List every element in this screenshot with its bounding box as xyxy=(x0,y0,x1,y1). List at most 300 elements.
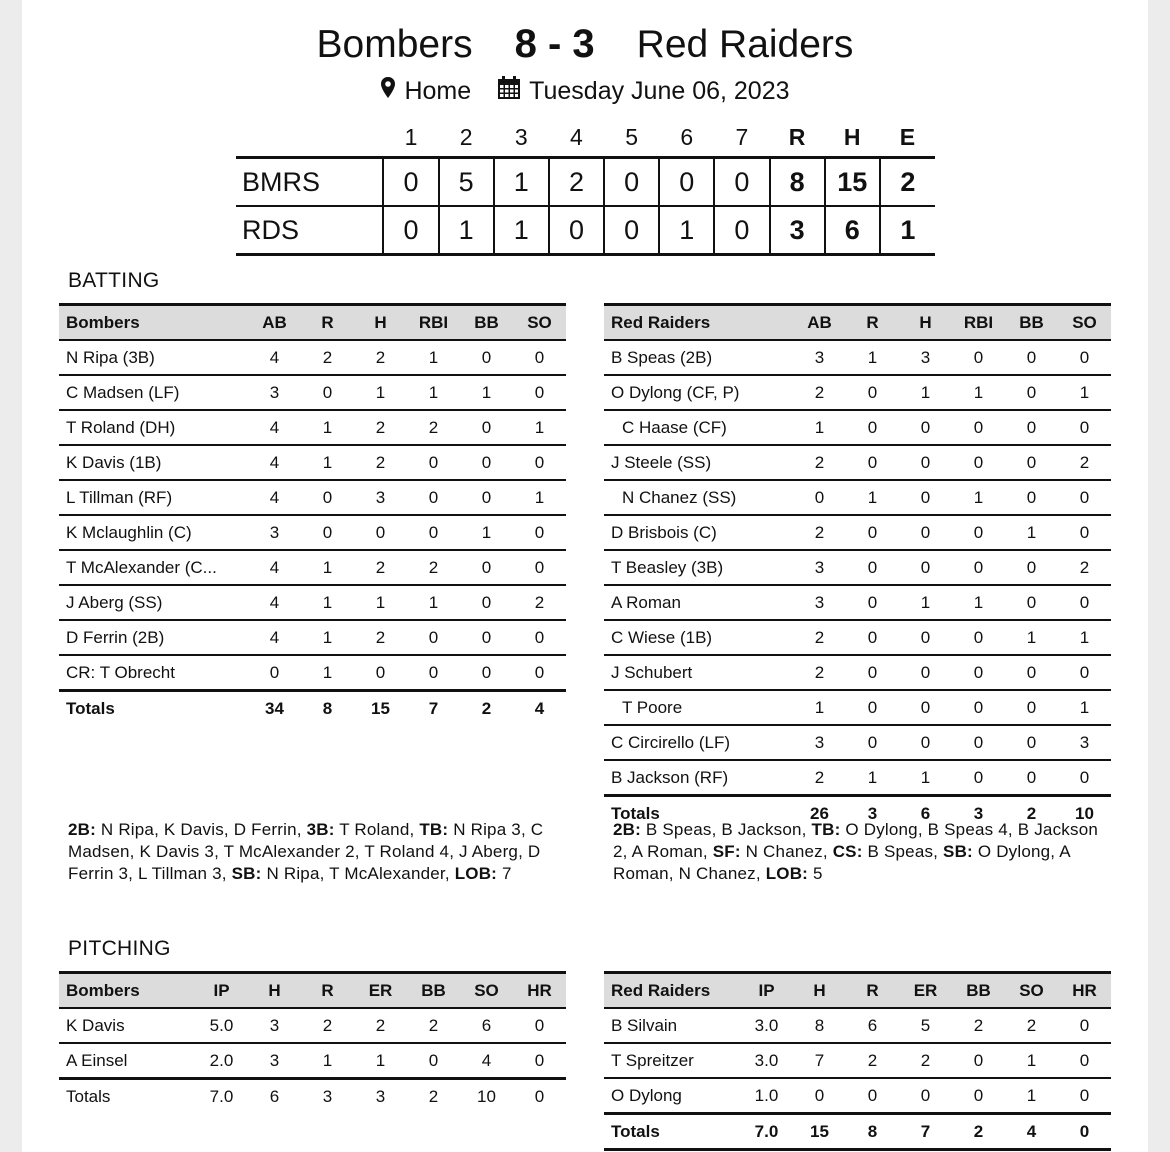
stat-cell: 0 xyxy=(846,445,899,480)
total-cell: 8 xyxy=(846,1114,899,1150)
column-header: SO xyxy=(1005,973,1058,1009)
inning-score: 1 xyxy=(494,158,549,207)
totals-row xyxy=(604,1114,1111,1150)
location-label: Home xyxy=(404,77,472,105)
stat-cell: 0 xyxy=(899,620,952,655)
stat-cell: 3 xyxy=(269,1050,280,1070)
stat-cell: 0 xyxy=(846,725,899,760)
stat-cell: 6 xyxy=(460,1008,513,1043)
stat-cell: 4 xyxy=(248,410,301,445)
stat-cell: 3.0 xyxy=(740,1043,793,1078)
stat-cell: 0 xyxy=(952,1043,1005,1078)
column-header: BB xyxy=(1005,305,1058,341)
total-cell: 3 xyxy=(354,1079,407,1114)
stat-cell: 1 xyxy=(460,375,513,410)
player-name: N Ripa (3B) xyxy=(59,340,248,375)
table-row xyxy=(604,1008,1111,1043)
box-score-sheet xyxy=(22,0,1148,1152)
team-header: Red Raiders xyxy=(604,305,793,341)
table-row xyxy=(59,1043,566,1079)
note-value: B Speas, xyxy=(862,842,944,861)
note-key: SB: xyxy=(231,864,262,883)
inning-score: 0 xyxy=(714,158,769,207)
note-key: CS: xyxy=(832,842,863,861)
stat-cell: 1 xyxy=(354,585,407,620)
total-cell: 6 xyxy=(899,796,952,831)
stat-cell: 1 xyxy=(952,480,1005,515)
column-header: H xyxy=(354,305,407,341)
team-abbr: BMRS xyxy=(236,158,383,207)
stat-cell: 2 xyxy=(793,445,846,480)
table-row xyxy=(604,1078,1111,1114)
totals-label: Totals xyxy=(604,796,793,831)
stat-cell: 5 xyxy=(899,1008,952,1043)
hits-total: 15 xyxy=(825,158,880,207)
table-header-row xyxy=(604,973,1111,1009)
stat-cell: 2 xyxy=(407,550,460,585)
note-key: 3B: xyxy=(306,820,335,839)
stat-cell: 0 xyxy=(1058,585,1111,620)
stat-cell: 0 xyxy=(952,620,1005,655)
total-cell: 0 xyxy=(1058,1114,1111,1150)
linescore-header xyxy=(236,118,935,158)
table-row xyxy=(59,655,566,691)
stat-cell: 0 xyxy=(899,690,952,725)
stat-cell: 3 xyxy=(248,1008,301,1043)
total-cell: 4 xyxy=(513,691,566,726)
note-value: N Ripa, K Davis, D Ferrin, xyxy=(96,820,307,839)
player-name: L Tillman (RF) xyxy=(59,480,248,515)
total-cell: 7 xyxy=(407,691,460,726)
stat-cell: 0 xyxy=(867,1085,878,1105)
stat-cell: 0 xyxy=(1005,585,1058,620)
stat-cell: 1 xyxy=(1058,690,1111,725)
batting-table-away xyxy=(604,303,1111,830)
total-cell: 2 xyxy=(1005,796,1058,831)
table-row xyxy=(604,515,1111,550)
inning-header: 7 xyxy=(735,123,749,150)
stat-cell: 0 xyxy=(1058,655,1111,690)
stat-cell: 0 xyxy=(1058,410,1111,445)
stat-cell: 0 xyxy=(269,662,280,682)
stat-cell: 3 xyxy=(354,480,407,515)
stat-cell: 2 xyxy=(1058,445,1111,480)
player-name: B Silvain xyxy=(604,1008,740,1043)
table-row xyxy=(59,340,566,375)
stat-cell: 5.0 xyxy=(195,1008,248,1043)
stat-cell: 0 xyxy=(513,340,566,375)
table-row xyxy=(604,655,1111,690)
column-header: SO xyxy=(1058,305,1111,341)
table-row xyxy=(59,620,566,655)
stat-cell: 0 xyxy=(899,655,952,690)
stat-cell: 0 xyxy=(846,620,899,655)
linescore-table xyxy=(236,118,935,256)
stat-cell: 3 xyxy=(1058,725,1111,760)
column-header: H xyxy=(899,305,952,341)
stat-cell: 0 xyxy=(301,480,354,515)
stat-cell: 2 xyxy=(1058,550,1111,585)
player-name: T Roland (DH) xyxy=(59,410,248,445)
stat-cell: 0 xyxy=(1005,690,1058,725)
stat-cell: 0 xyxy=(1026,767,1037,787)
team-header: Bombers xyxy=(59,305,248,341)
away-team-name: Red Raiders xyxy=(636,23,854,66)
hits-total: 6 xyxy=(825,206,880,255)
player-name: C Circirello (LF) xyxy=(604,725,793,760)
inning-score: 0 xyxy=(659,158,714,207)
stat-cell: 0 xyxy=(301,515,354,550)
stat-cell: 0 xyxy=(460,480,513,515)
stat-cell: 0 xyxy=(513,550,566,585)
column-header: R xyxy=(846,305,899,341)
note-value: N Ripa, T McAlexander, xyxy=(261,864,455,883)
total-cell: 7 xyxy=(899,1114,952,1150)
table-row xyxy=(604,585,1111,620)
total-cell: 7.0 xyxy=(740,1114,793,1150)
inning-score: 5 xyxy=(439,158,494,207)
note-value: T Roland, xyxy=(334,820,420,839)
stat-cell: 1 xyxy=(1005,1043,1058,1078)
stat-cell: 1 xyxy=(1058,375,1111,410)
stat-cell: 3 xyxy=(248,375,301,410)
column-header: R xyxy=(301,973,354,1009)
stat-cell: 0 xyxy=(301,375,354,410)
stat-cell: 0 xyxy=(407,445,460,480)
pitching-table-home xyxy=(59,971,566,1113)
stat-cell: 0 xyxy=(952,690,1005,725)
stat-cell: 1 xyxy=(952,585,1005,620)
pitching-heading: PITCHING xyxy=(68,937,171,960)
stat-cell: 3 xyxy=(793,585,846,620)
note-key: 2B: xyxy=(68,820,96,839)
stat-cell: 0 xyxy=(481,662,492,682)
stat-cell: 0 xyxy=(1058,515,1111,550)
inning-score: 0 xyxy=(604,158,659,207)
total-cell: 3 xyxy=(952,796,1005,831)
stat-cell: 1 xyxy=(460,515,513,550)
note-key: LOB: xyxy=(765,864,809,883)
stat-cell: 1 xyxy=(301,445,354,480)
stat-cell: 0 xyxy=(1005,375,1058,410)
batting-notes-home xyxy=(68,819,566,885)
stat-cell: 1 xyxy=(1058,620,1111,655)
errors-total: 2 xyxy=(880,158,935,207)
stat-cell: 0 xyxy=(952,340,1005,375)
stat-cell: 1 xyxy=(301,410,354,445)
note-value: O Dylong, B Speas 4, B Jackson 2, A Roman, xyxy=(613,820,1099,861)
table-row xyxy=(59,480,566,515)
player-name: T McAlexander (C... xyxy=(59,550,248,585)
stat-cell: 2 xyxy=(354,445,407,480)
linescore-row-away xyxy=(236,206,935,255)
stat-cell: 1 xyxy=(846,340,899,375)
player-name: K Mclaughlin (C) xyxy=(59,515,248,550)
column-header: ER xyxy=(899,973,952,1009)
note-value: O Dylong, A Roman, N Chanez, xyxy=(613,842,1070,883)
hits-header: H xyxy=(843,123,861,150)
stat-cell: 1 xyxy=(375,1050,386,1070)
stat-cell: 1 xyxy=(513,480,566,515)
stat-cell: 0 xyxy=(1058,480,1111,515)
stat-cell: 1 xyxy=(513,410,566,445)
player-name: O Dylong xyxy=(611,1085,682,1105)
stat-cell: 0 xyxy=(1058,1008,1111,1043)
note-value: N Chanez, xyxy=(740,842,833,861)
inning-header: 6 xyxy=(680,123,694,150)
column-header: R xyxy=(301,305,354,341)
inning-score: 0 xyxy=(383,206,438,255)
player-name: K Davis xyxy=(59,1008,195,1043)
team-abbr: RDS xyxy=(236,206,383,255)
stat-cell: 1 xyxy=(952,375,1005,410)
stat-cell: 1 xyxy=(793,410,846,445)
column-header: BB xyxy=(460,305,513,341)
column-header: BB xyxy=(952,973,1005,1009)
date-label: Tuesday June 06, 2023 xyxy=(529,77,790,105)
stat-cell: 0 xyxy=(407,620,460,655)
player-name: C Madsen (LF) xyxy=(59,375,248,410)
stat-cell: 0 xyxy=(513,1008,566,1043)
stat-cell: 0 xyxy=(1005,340,1058,375)
stat-cell: 4 xyxy=(248,445,301,480)
team-header: Bombers xyxy=(59,973,195,1009)
inning-header: 1 xyxy=(404,123,418,150)
column-header: IP xyxy=(195,973,248,1009)
total-cell: 2 xyxy=(460,691,513,726)
table-row xyxy=(604,480,1111,515)
table-row xyxy=(604,760,1111,796)
stat-cell: 0 xyxy=(1005,655,1058,690)
stat-cell: 0 xyxy=(460,445,513,480)
note-value: 5 xyxy=(808,864,823,883)
stat-cell: 0 xyxy=(513,620,566,655)
team-header: Red Raiders xyxy=(604,973,740,1009)
total-cell: 0 xyxy=(513,1079,566,1114)
runs-total: 3 xyxy=(770,206,825,255)
player-name: T Spreitzer xyxy=(604,1043,740,1078)
inning-header: 5 xyxy=(625,123,638,150)
stat-cell: 3 xyxy=(793,550,846,585)
stat-cell: 0 xyxy=(460,410,513,445)
stat-cell: 2 xyxy=(301,1008,354,1043)
table-row xyxy=(604,690,1111,725)
stat-cell: 0 xyxy=(952,445,1005,480)
stat-cell: 2 xyxy=(354,410,407,445)
final-score: 8 - 3 xyxy=(514,22,595,66)
errors-header: E xyxy=(899,123,916,150)
note-value: B Speas, B Jackson, xyxy=(641,820,812,839)
player-name: D Ferrin (2B) xyxy=(59,620,248,655)
stat-cell: 0 xyxy=(375,662,386,682)
player-name: N Chanez (SS) xyxy=(604,480,793,515)
stat-cell: 0 xyxy=(460,550,513,585)
column-header: HR xyxy=(513,973,566,1009)
stat-cell: 1 xyxy=(407,375,460,410)
total-cell: 8 xyxy=(301,691,354,726)
stat-cell: 0 xyxy=(899,725,952,760)
totals-row xyxy=(59,1079,566,1114)
stat-cell: 1 xyxy=(1026,1085,1037,1105)
stat-cell: 2 xyxy=(407,1008,460,1043)
total-cell: 34 xyxy=(248,691,301,726)
player-name: B Jackson (RF) xyxy=(611,767,729,787)
column-header: AB xyxy=(248,305,301,341)
stat-cell: 1 xyxy=(793,690,846,725)
stat-cell: 0 xyxy=(846,690,899,725)
stat-cell: 2 xyxy=(814,767,825,787)
player-name: T Poore xyxy=(604,690,793,725)
stat-cell: 2 xyxy=(899,1043,952,1078)
stat-cell: 1 xyxy=(322,662,333,682)
stat-cell: 0 xyxy=(460,620,513,655)
stat-cell: 0 xyxy=(846,655,899,690)
game-date xyxy=(497,76,789,107)
stat-cell: 2 xyxy=(354,340,407,375)
stat-cell: 1 xyxy=(407,340,460,375)
stat-cell: 3 xyxy=(248,515,301,550)
totals-label: Totals xyxy=(59,691,248,726)
inning-score: 0 xyxy=(549,206,604,255)
linescore-row-home xyxy=(236,158,935,207)
player-name: D Brisbois (C) xyxy=(604,515,793,550)
column-header: RBI xyxy=(407,305,460,341)
column-header: H xyxy=(248,973,301,1009)
stat-cell: 2 xyxy=(354,550,407,585)
note-value: N Ripa 3, C Madsen, K Davis 3, T McAlexander 2, T Roland 4, J Aberg, D Ferrin 3, L Tillman 3, xyxy=(68,820,544,883)
stat-cell: 0 xyxy=(460,585,513,620)
total-cell: 26 xyxy=(793,796,846,831)
column-header: AB xyxy=(793,305,846,341)
table-row xyxy=(59,515,566,550)
table-row xyxy=(604,410,1111,445)
total-cell: 7.0 xyxy=(195,1079,248,1114)
calendar-icon xyxy=(497,76,521,107)
stat-cell: 0 xyxy=(407,480,460,515)
stat-cell: 4 xyxy=(248,620,301,655)
stat-cell: 0 xyxy=(952,515,1005,550)
game-meta xyxy=(22,76,1148,107)
player-name: A Roman xyxy=(604,585,793,620)
home-team-name: Bombers xyxy=(316,23,473,66)
total-cell: 15 xyxy=(354,691,407,726)
stat-cell: 0 xyxy=(1005,550,1058,585)
table-row xyxy=(59,1008,566,1043)
stat-cell: 1 xyxy=(1005,620,1058,655)
stat-cell: 2 xyxy=(1005,1008,1058,1043)
stat-cell: 8 xyxy=(793,1008,846,1043)
stat-cell: 0 xyxy=(1005,480,1058,515)
stat-cell: 1 xyxy=(407,585,460,620)
table-row xyxy=(604,375,1111,410)
stat-cell: 4 xyxy=(248,585,301,620)
table-row xyxy=(59,445,566,480)
stat-cell: 0 xyxy=(1058,340,1111,375)
table-row xyxy=(604,725,1111,760)
runs-total: 8 xyxy=(770,158,825,207)
stat-cell: 0 xyxy=(846,550,899,585)
total-cell: 3 xyxy=(301,1079,354,1114)
stat-cell: 0 xyxy=(846,585,899,620)
stat-cell: 1 xyxy=(899,375,952,410)
table-row xyxy=(604,340,1111,375)
stat-cell: 0 xyxy=(846,375,899,410)
stat-cell: 0 xyxy=(513,515,566,550)
stat-cell: 0 xyxy=(899,515,952,550)
stat-cell: 2 xyxy=(793,375,846,410)
table-row xyxy=(604,620,1111,655)
stat-cell: 1 xyxy=(354,375,407,410)
stat-cell: 2 xyxy=(407,410,460,445)
stat-cell: 0 xyxy=(1058,1043,1111,1078)
player-name: O Dylong (CF, P) xyxy=(604,375,793,410)
column-header: R xyxy=(846,973,899,1009)
table-row xyxy=(604,1043,1111,1078)
stat-cell: 1 xyxy=(301,585,354,620)
stat-cell: 0 xyxy=(428,1050,439,1070)
note-key: SB: xyxy=(943,842,973,861)
stat-cell: 2 xyxy=(301,340,354,375)
stat-cell: 0 xyxy=(793,480,846,515)
stat-cell: 0 xyxy=(1005,410,1058,445)
table-header-row xyxy=(59,973,566,1009)
totals-label: Totals xyxy=(604,1114,740,1150)
player-name: J Schubert xyxy=(604,655,793,690)
map-pin-icon xyxy=(380,76,396,107)
total-cell: 2 xyxy=(407,1079,460,1114)
inning-header: 3 xyxy=(514,123,528,150)
table-row xyxy=(59,375,566,410)
inning-score: 1 xyxy=(659,206,714,255)
stat-cell: 0 xyxy=(513,445,566,480)
location xyxy=(380,76,471,107)
stat-cell: 0 xyxy=(952,655,1005,690)
table-header-row xyxy=(604,305,1111,341)
table-row xyxy=(604,445,1111,480)
stat-cell: 2 xyxy=(846,1043,899,1078)
note-key: 2B: xyxy=(613,820,641,839)
stat-cell: 0 xyxy=(534,662,545,682)
runs-header: R xyxy=(788,123,806,150)
stat-cell: 0 xyxy=(1079,767,1090,787)
total-cell: 4 xyxy=(1005,1114,1058,1150)
player-name: K Davis (1B) xyxy=(59,445,248,480)
stat-cell: 1 xyxy=(867,767,878,787)
stat-cell: 1 xyxy=(846,480,899,515)
stat-cell: 4 xyxy=(248,340,301,375)
stat-cell: 0 xyxy=(846,410,899,445)
column-header: RBI xyxy=(952,305,1005,341)
stat-cell: 0 xyxy=(428,662,439,682)
stat-cell: 0 xyxy=(899,445,952,480)
total-cell: 10 xyxy=(460,1079,513,1114)
inning-score: 0 xyxy=(604,206,659,255)
stat-cell: 0 xyxy=(920,1085,931,1105)
stat-cell: 0 xyxy=(460,340,513,375)
stat-cell: 2 xyxy=(793,655,846,690)
player-name: J Aberg (SS) xyxy=(59,585,248,620)
stat-cell: 0 xyxy=(1005,725,1058,760)
stat-cell: 4 xyxy=(248,550,301,585)
totals-label: Totals xyxy=(59,1079,195,1114)
stat-cell: 0 xyxy=(534,1050,545,1070)
stat-cell: 1 xyxy=(322,1050,333,1070)
stat-cell: 2 xyxy=(354,1008,407,1043)
stat-cell: 6 xyxy=(846,1008,899,1043)
player-name: A Einsel xyxy=(66,1050,128,1070)
stat-cell: 0 xyxy=(1079,1085,1090,1105)
note-key: SF: xyxy=(712,842,741,861)
